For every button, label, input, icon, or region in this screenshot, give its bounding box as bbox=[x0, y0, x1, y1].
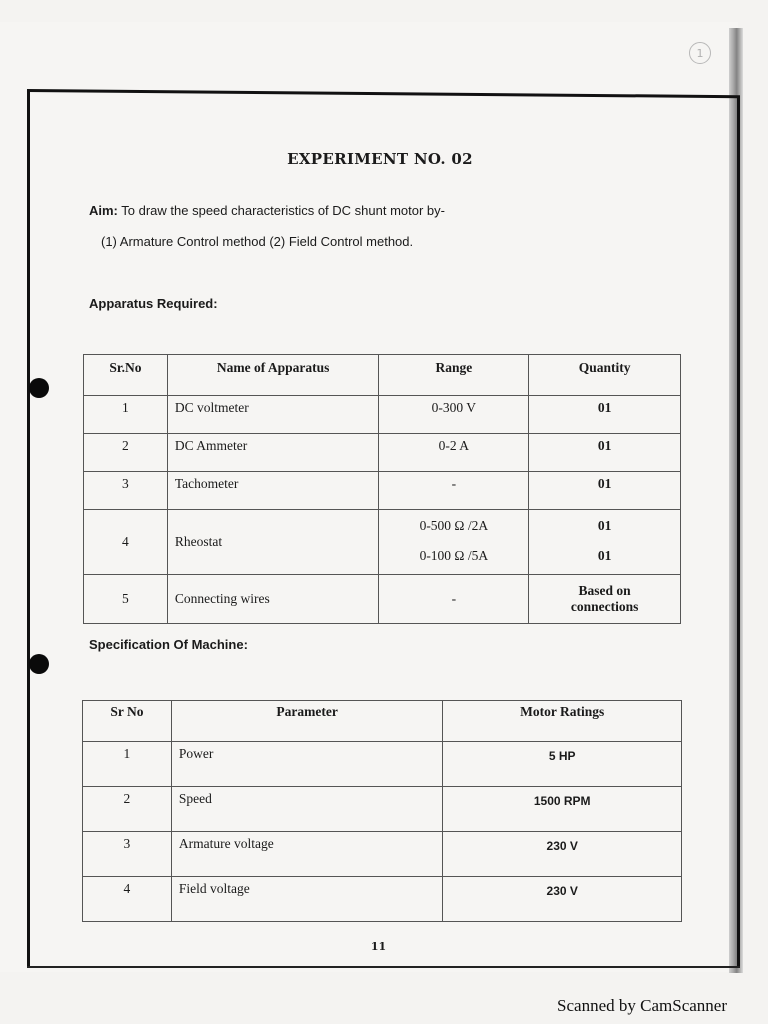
quantity-cell: 01 bbox=[529, 472, 681, 510]
page-border-bottom bbox=[27, 966, 740, 968]
apparatus-name-cell: Rheostat bbox=[167, 510, 379, 575]
specification-heading: Specification Of Machine: bbox=[89, 637, 248, 652]
apparatus-table bbox=[83, 354, 681, 624]
experiment-title: EXPERIMENT NO. 02 bbox=[287, 150, 473, 168]
scanner-watermark: Scanned by CamScanner bbox=[557, 996, 727, 1015]
quantity-value: 01 bbox=[597, 548, 612, 563]
table-header-row bbox=[84, 355, 681, 396]
sr-cell: 2 bbox=[84, 434, 168, 472]
sr-cell: 3 bbox=[84, 472, 168, 510]
header-sr-no: Sr No bbox=[83, 701, 172, 742]
table-row bbox=[83, 832, 682, 877]
table-row bbox=[84, 510, 681, 575]
rating-cell: 230 V bbox=[443, 832, 682, 877]
rating-cell: 230 V bbox=[443, 877, 682, 922]
binding-edge bbox=[729, 28, 743, 973]
quantity-value: Based on bbox=[578, 583, 631, 598]
sr-cell: 2 bbox=[83, 787, 172, 832]
quantity-value: connections bbox=[570, 599, 639, 614]
header-range: Range bbox=[379, 355, 529, 396]
sr-cell: 4 bbox=[84, 510, 168, 575]
page-corner-mark: 1 bbox=[689, 42, 711, 64]
apparatus-name-cell: DC Ammeter bbox=[167, 434, 379, 472]
sr-cell: 1 bbox=[84, 396, 168, 434]
aim-text: To draw the speed characteristics of DC shunt motor by- bbox=[121, 203, 445, 218]
rating-cell: 5 HP bbox=[443, 742, 682, 787]
apparatus-name-cell: Tachometer bbox=[167, 472, 379, 510]
header-apparatus-name: Name of Apparatus bbox=[167, 355, 379, 396]
apparatus-name-cell: DC voltmeter bbox=[167, 396, 379, 434]
page-number: 11 bbox=[370, 940, 387, 953]
quantity-cell bbox=[529, 575, 681, 624]
aim-methods: (1) Armature Control method (2) Field Control method. bbox=[101, 234, 414, 249]
aim-label: Aim: bbox=[89, 203, 118, 218]
table-row bbox=[83, 742, 682, 787]
table-header-row bbox=[83, 701, 682, 742]
parameter-cell: Power bbox=[171, 742, 443, 787]
sr-cell: 1 bbox=[83, 742, 172, 787]
table-row bbox=[84, 575, 681, 624]
range-value: 0-100 Ω /5A bbox=[419, 548, 489, 563]
punch-hole-bottom bbox=[29, 654, 49, 674]
parameter-cell: Armature voltage bbox=[171, 832, 443, 877]
header-motor-ratings: Motor Ratings bbox=[443, 701, 682, 742]
range-cell: 0-300 V bbox=[379, 396, 529, 434]
range-cell: - bbox=[379, 472, 529, 510]
rating-cell: 1500 RPM bbox=[443, 787, 682, 832]
quantity-cell: 01 bbox=[529, 396, 681, 434]
header-parameter: Parameter bbox=[171, 701, 443, 742]
page-border-right bbox=[737, 96, 740, 968]
table-row bbox=[84, 396, 681, 434]
header-sr-no: Sr.No bbox=[84, 355, 168, 396]
header-quantity: Quantity bbox=[529, 355, 681, 396]
apparatus-heading: Apparatus Required: bbox=[89, 296, 218, 311]
page-border-left bbox=[27, 90, 30, 968]
table-row bbox=[84, 472, 681, 510]
quantity-cell bbox=[529, 510, 681, 575]
quantity-value: 01 bbox=[597, 518, 612, 533]
punch-hole-top bbox=[29, 378, 49, 398]
range-cell bbox=[379, 510, 529, 575]
table-row bbox=[83, 877, 682, 922]
quantity-cell: 01 bbox=[529, 434, 681, 472]
specification-table bbox=[82, 700, 682, 922]
aim-line bbox=[89, 203, 445, 218]
range-cell: 0-2 A bbox=[379, 434, 529, 472]
sr-cell: 5 bbox=[84, 575, 168, 624]
parameter-cell: Speed bbox=[171, 787, 443, 832]
apparatus-name-cell: Connecting wires bbox=[167, 575, 379, 624]
sr-cell: 3 bbox=[83, 832, 172, 877]
range-cell: - bbox=[379, 575, 529, 624]
table-row bbox=[84, 434, 681, 472]
parameter-cell: Field voltage bbox=[171, 877, 443, 922]
range-value: 0-500 Ω /2A bbox=[419, 518, 489, 533]
table-row bbox=[83, 787, 682, 832]
sr-cell: 4 bbox=[83, 877, 172, 922]
